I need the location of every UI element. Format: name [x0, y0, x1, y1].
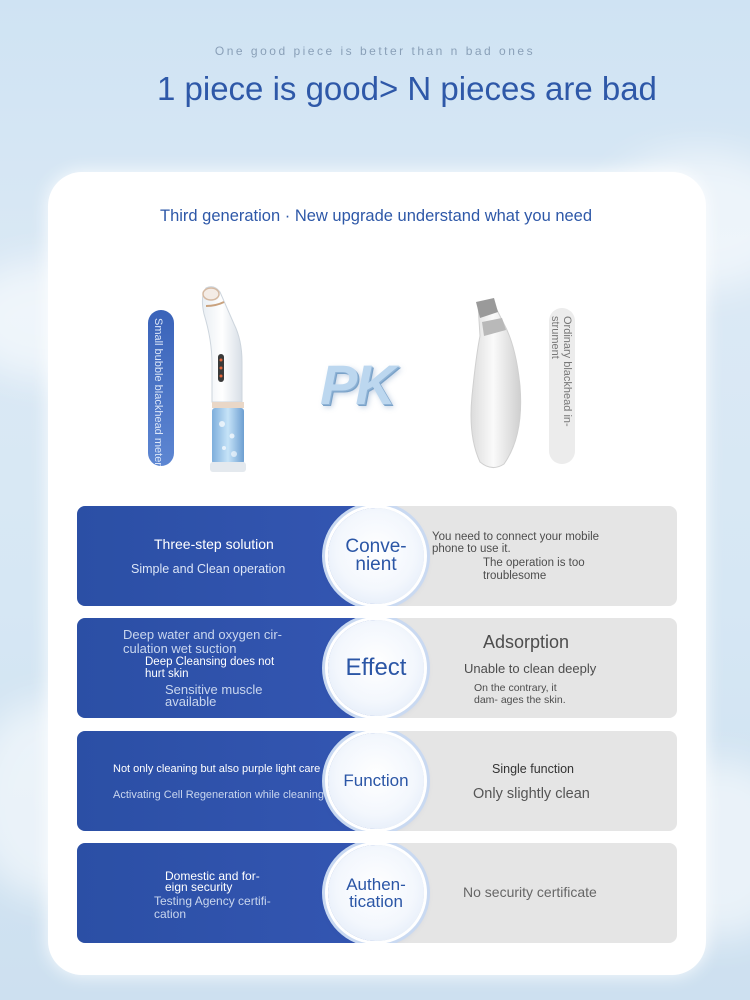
right-text: The operation is too troublesome [483, 557, 585, 582]
bubble-device-image [194, 284, 264, 476]
feature-label: Conve- nient [345, 536, 407, 575]
feature-circle [328, 508, 424, 604]
right-text: On the contrary, it dam- ages the skin. [474, 682, 566, 706]
left-text: Deep water and oxygen cir- culation wet suction [123, 627, 282, 656]
right-text: Single function [492, 762, 575, 776]
comparison-row-authentication [77, 843, 677, 943]
left-text: Domestic and for- eign security [165, 869, 260, 894]
comparison-card [48, 172, 706, 975]
left-text: Not only cleaning but also purple light care [113, 763, 321, 775]
feature-label: Effect [345, 654, 407, 681]
feature-label: Authen- tication [346, 875, 406, 911]
left-text: Three-step solution [154, 536, 274, 552]
feature-circle [328, 733, 424, 829]
comparison-row-function [77, 731, 677, 831]
left-text: Testing Agency certifi- cation [154, 894, 271, 921]
right-text: Adsorption [483, 632, 570, 652]
product-label-left: Small bubble blackhead meter [148, 310, 174, 466]
feature-circle [328, 845, 424, 941]
tagline: One good piece is better than n bad ones [214, 44, 536, 58]
comparison-row-effect [77, 618, 677, 718]
right-text: You need to connect your mobile phone to use it. [432, 531, 600, 555]
subheading: Third generation · New upgrade understand what you need [160, 207, 593, 225]
left-text: Simple and Clean operation [131, 562, 286, 576]
left-text: Sensitive muscle available [165, 682, 263, 709]
ordinary-device-image [462, 296, 542, 472]
right-text: Unable to clean deeply [464, 661, 597, 676]
left-text: Activating Cell Regeneration while cleaning [113, 789, 324, 801]
headline: 1 piece is good> N pieces are bad [157, 70, 657, 107]
pk-versus-text: PK [320, 353, 394, 416]
feature-circle [328, 620, 424, 716]
left-text: Deep Cleansing does not hurt skin [145, 656, 275, 680]
right-text: Only slightly clean [473, 786, 590, 802]
feature-label: Function [343, 771, 409, 790]
product-label-right: Ordinary blackhead in- strument [549, 308, 575, 464]
right-text: No security certificate [463, 884, 597, 900]
comparison-row-convenient [77, 506, 677, 606]
